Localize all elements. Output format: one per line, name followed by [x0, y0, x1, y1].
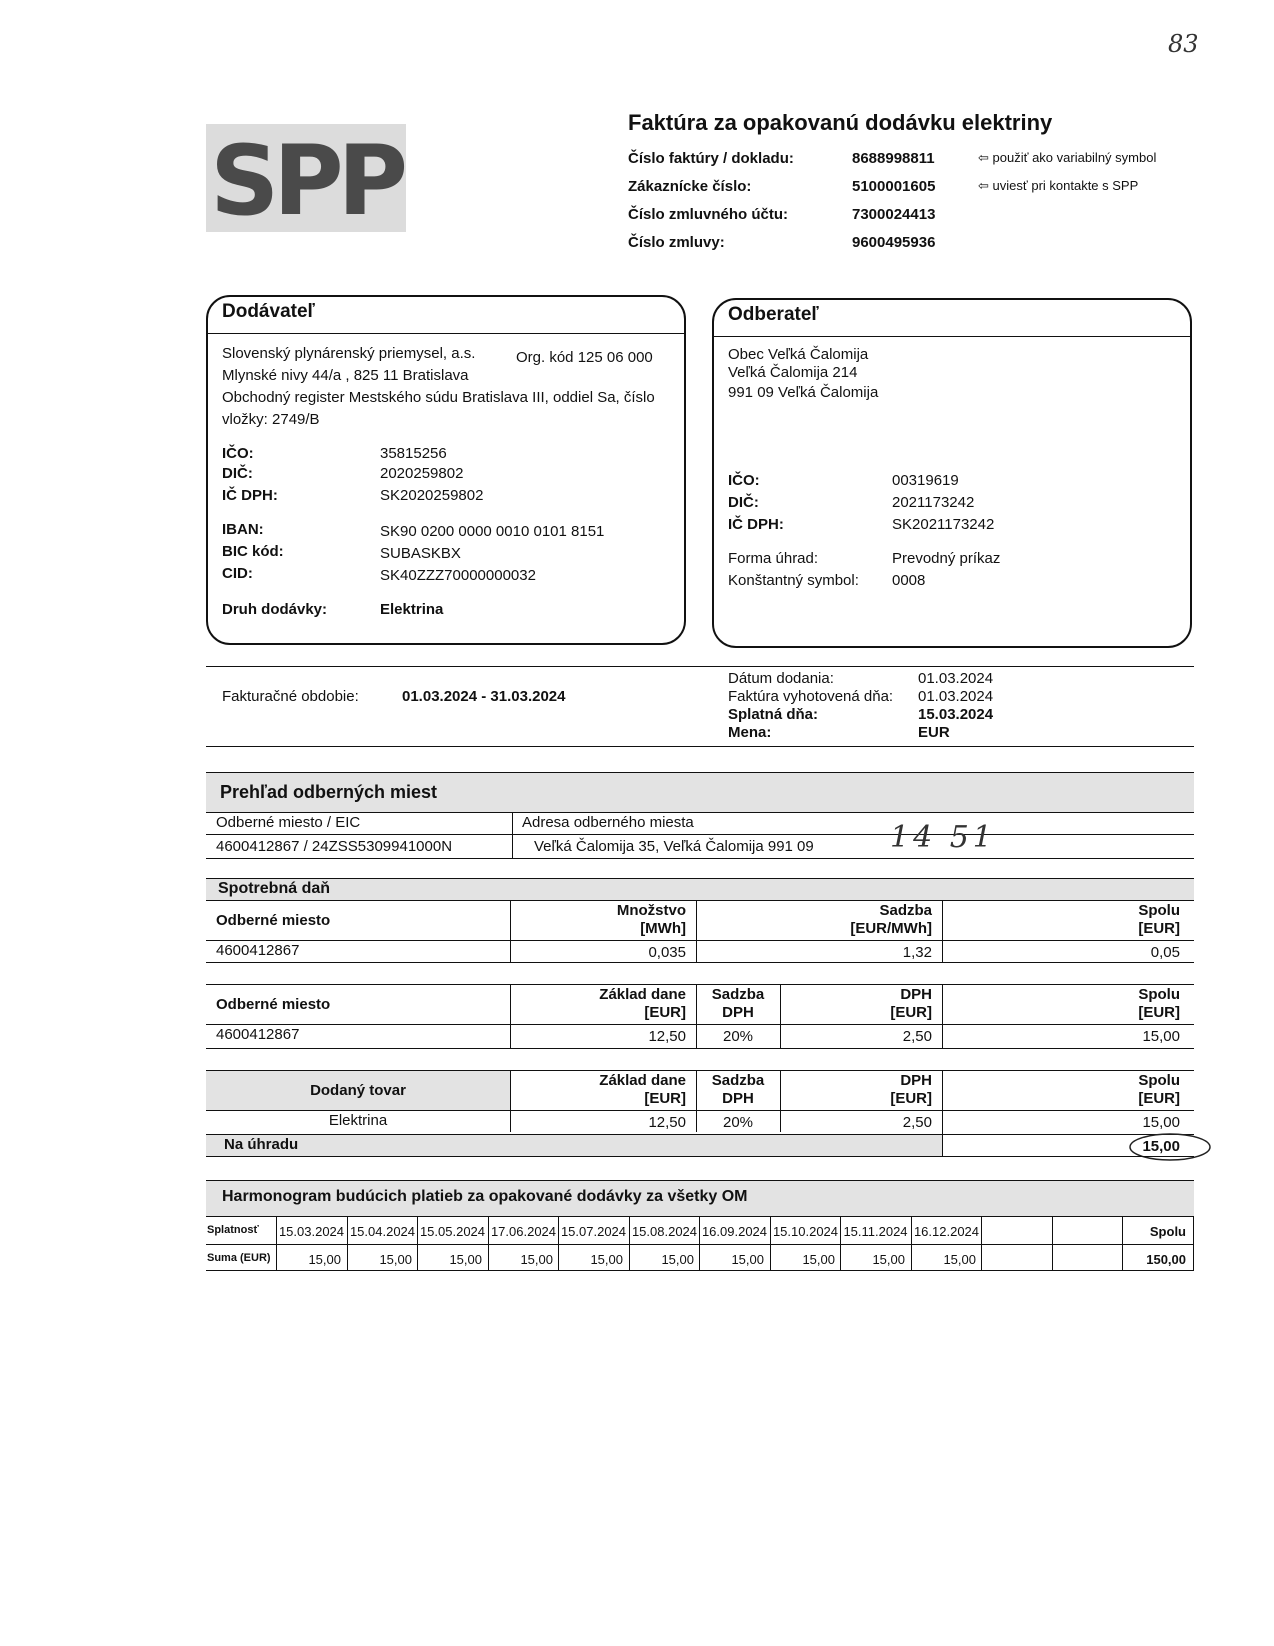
- due-label: Na úhradu: [224, 1136, 299, 1153]
- supplier-register-2: vložky: 2749/B: [222, 411, 320, 428]
- supplier-bic: SUBASKBX: [380, 545, 461, 562]
- schedule-amount: 15,00: [449, 1252, 482, 1267]
- divider: [206, 900, 1194, 901]
- goods-col-name: Dodaný tovar: [310, 1082, 406, 1099]
- goods-col-base-unit: [EUR]: [644, 1090, 686, 1107]
- header-value: 5100001605: [852, 178, 936, 195]
- schedule-date: 15.11.2024: [843, 1224, 908, 1239]
- period-label: Fakturačné obdobie:: [222, 688, 359, 705]
- druh-label: Druh dodávky:: [222, 601, 328, 618]
- ico-label: IČO:: [222, 445, 254, 462]
- divider: [206, 1244, 1194, 1245]
- divider: [206, 1156, 1194, 1157]
- ico-label: IČO:: [728, 472, 760, 489]
- goods-col-total-unit: [EUR]: [1138, 1090, 1180, 1107]
- section-band: [206, 1134, 942, 1156]
- vat-col-vat-unit: [EUR]: [890, 1004, 932, 1021]
- supplier-register: Obchodný register Mestského súdu Bratislava III, oddiel Sa, číslo: [222, 389, 655, 406]
- schedule-amount: 15,00: [943, 1252, 976, 1267]
- excise-total: 0,05: [1150, 944, 1180, 961]
- goods-col-total: Spolu: [1138, 1072, 1180, 1089]
- dic-label: DIČ:: [728, 494, 759, 511]
- schedule-date: 17.06.2024: [490, 1224, 557, 1239]
- schedule-total-label: Spolu: [1149, 1224, 1186, 1239]
- vat-col-rate-unit: DPH: [722, 1004, 754, 1021]
- places-title: Prehľad odberných miest: [220, 782, 437, 802]
- schedule-row-label: Splatnosť: [207, 1224, 259, 1236]
- excise-qty: 0,035: [648, 944, 686, 961]
- divider: [206, 1134, 1194, 1135]
- goods-col-rate-unit: DPH: [722, 1090, 754, 1107]
- section-band: [206, 878, 1194, 900]
- supplier-name: Slovenský plynárenský priemysel, a.s.: [222, 345, 476, 362]
- excise-col-qty: Množstvo: [616, 902, 686, 919]
- customer-icdph: SK2021173242: [892, 516, 995, 533]
- mena-value: EUR: [918, 724, 950, 741]
- goods-col-vat: DPH: [900, 1072, 932, 1089]
- supplier-druh: Elektrina: [380, 601, 444, 618]
- divider: [510, 1070, 511, 1132]
- excise-col-qty-unit: [MWh]: [640, 920, 686, 937]
- header-value: 7300024413: [852, 206, 936, 223]
- divider: [780, 1070, 781, 1132]
- splatna-label: Splatná dňa:: [728, 706, 819, 723]
- divider: [206, 940, 1194, 941]
- supplier-box: [206, 295, 686, 645]
- schedule-amount: 15,00: [590, 1252, 623, 1267]
- vat-col-base-unit: [EUR]: [644, 1004, 686, 1021]
- forma-label: Forma úhrad:: [728, 550, 819, 567]
- bic-label: BIC kód:: [222, 543, 284, 560]
- icdph-label: IČ DPH:: [222, 487, 278, 504]
- customer-address: Veľká Čalomija 214: [728, 364, 858, 381]
- header-note: ⇦ uviesť pri kontakte s SPP: [978, 178, 1139, 193]
- divider: [206, 1048, 1194, 1049]
- schedule-date: 15.08.2024: [631, 1224, 698, 1239]
- dodania-value: 01.03.2024: [918, 670, 994, 687]
- divider: [206, 878, 1194, 879]
- vat-place: 4600412867: [216, 1026, 300, 1043]
- due-total: 15,00: [1142, 1138, 1180, 1155]
- divider: [206, 666, 1194, 667]
- divider: [512, 812, 513, 858]
- supplier-iban: SK90 0200 0000 0010 0101 8151: [380, 523, 605, 540]
- header-note: ⇦ použiť ako variabilný symbol: [978, 150, 1157, 165]
- dic-label: DIČ:: [222, 465, 253, 482]
- iban-label: IBAN:: [222, 521, 264, 538]
- spp-logo: [206, 124, 406, 232]
- goods-name: Elektrina: [328, 1112, 388, 1129]
- vat-col-base: Základ dane: [599, 986, 686, 1003]
- header-value: 8688998811: [852, 150, 935, 167]
- excise-col-rate: Sadzba: [879, 902, 932, 919]
- vat-col-total-unit: [EUR]: [1138, 1004, 1180, 1021]
- goods-vat: 2,50: [902, 1114, 932, 1131]
- schedule-amount: 15,00: [731, 1252, 764, 1267]
- schedule-date: 15.07.2024: [560, 1224, 627, 1239]
- customer-forma: Prevodný príkaz: [892, 550, 1001, 567]
- excise-col-total: Spolu: [1138, 902, 1180, 919]
- goods-base: 12,50: [648, 1114, 686, 1131]
- divider: [942, 1070, 943, 1156]
- divider: [206, 858, 1194, 859]
- header-value: 9600495936: [852, 234, 936, 251]
- supplier-cid: SK40ZZZ70000000032: [380, 567, 536, 584]
- customer-name: Obec Veľká Čalomija: [728, 346, 869, 363]
- customer-address-2: 991 09 Veľká Čalomija: [728, 384, 879, 401]
- divider: [206, 772, 1194, 773]
- icdph-label: IČ DPH:: [728, 516, 784, 533]
- page-mark: 83: [1168, 30, 1199, 58]
- divider: [780, 984, 781, 1048]
- header-label: Číslo zmluvy:: [628, 234, 725, 251]
- schedule-date: 15.10.2024: [772, 1224, 839, 1239]
- supplier-ico: 35815256: [380, 445, 447, 462]
- svg-text:SPP: SPP: [210, 125, 402, 232]
- vat-rate: 20%: [722, 1028, 754, 1045]
- goods-total: 15,00: [1142, 1114, 1180, 1131]
- places-eic: 4600412867 / 24ZSS5309941000N: [216, 838, 453, 855]
- vat-col-rate: Sadzba: [711, 986, 765, 1003]
- excise-col-total-unit: [EUR]: [1138, 920, 1180, 937]
- divider: [206, 962, 1194, 963]
- divider: [206, 1270, 1194, 1271]
- divider: [206, 1216, 1194, 1217]
- divider: [208, 333, 684, 334]
- schedule-amount: 15,00: [379, 1252, 412, 1267]
- customer-box: [712, 298, 1192, 648]
- handwritten-circle: [1126, 1130, 1214, 1164]
- goods-col-rate: Sadzba: [711, 1072, 765, 1089]
- divider: [510, 900, 511, 962]
- splatna-value: 15.03.2024: [918, 706, 994, 723]
- period-value: 01.03.2024 - 31.03.2024: [402, 688, 566, 705]
- vat-col-total: Spolu: [1138, 986, 1180, 1003]
- schedule-date: 15.05.2024: [419, 1224, 486, 1239]
- customer-ico: 00319619: [892, 472, 959, 489]
- divider: [206, 1070, 1194, 1071]
- schedule-amount: 15,00: [802, 1252, 835, 1267]
- divider: [206, 1024, 1194, 1025]
- ks-label: Konštantný symbol:: [728, 572, 859, 589]
- supplier-title: Dodávateľ: [222, 301, 315, 322]
- schedule-amount: 15,00: [872, 1252, 905, 1267]
- supplier-icdph: SK2020259802: [380, 487, 484, 504]
- divider: [206, 1180, 1194, 1181]
- excise-place: 4600412867: [216, 942, 300, 959]
- divider: [206, 984, 1194, 985]
- vat-total: 15,00: [1142, 1028, 1180, 1045]
- divider: [206, 746, 1194, 747]
- mena-label: Mena:: [728, 724, 772, 741]
- schedule-amount: 15,00: [520, 1252, 553, 1267]
- schedule-row-label: Suma (EUR): [207, 1252, 271, 1264]
- header-label: Zákaznícke číslo:: [628, 178, 752, 195]
- excise-col-place: Odberné miesto: [216, 912, 331, 929]
- supplier-address: Mlynské nivy 44/a , 825 11 Bratislava: [222, 367, 469, 384]
- vat-col-vat: DPH: [900, 986, 932, 1003]
- divider: [696, 900, 697, 962]
- divider: [942, 900, 943, 962]
- divider: [206, 812, 1194, 813]
- excise-col-rate-unit: [EUR/MWh]: [850, 920, 932, 937]
- divider: [942, 984, 943, 1048]
- divider: [1193, 1216, 1194, 1270]
- cid-label: CID:: [222, 565, 253, 582]
- places-col-eic: Odberné miesto / EIC: [216, 814, 361, 831]
- schedule-date: 15.04.2024: [349, 1224, 416, 1239]
- excise-title: Spotrebná daň: [218, 880, 331, 897]
- divider: [714, 336, 1190, 337]
- goods-col-base: Základ dane: [599, 1072, 686, 1089]
- customer-ks: 0008: [892, 572, 926, 589]
- invoice-title: Faktúra za opakovanú dodávku elektriny: [628, 110, 1053, 135]
- vat-col-place: Odberné miesto: [216, 996, 331, 1013]
- divider: [1052, 1216, 1053, 1270]
- vat-amount: 2,50: [902, 1028, 932, 1045]
- divider: [206, 1110, 1194, 1111]
- header-label: Číslo faktúry / dokladu:: [628, 150, 794, 167]
- goods-col-vat-unit: [EUR]: [890, 1090, 932, 1107]
- schedule-total: 150,00: [1146, 1252, 1186, 1267]
- supplier-org-code: Org. kód 125 06 000: [516, 349, 653, 366]
- handwritten-note: 14 51: [890, 820, 996, 855]
- vyhotovena-label: Faktúra vyhotovená dňa:: [728, 688, 894, 705]
- supplier-dic: 2020259802: [380, 465, 464, 482]
- divider: [510, 984, 511, 1048]
- schedule-amount: 15,00: [308, 1252, 341, 1267]
- customer-title: Odberateľ: [728, 304, 819, 325]
- vat-base: 12,50: [648, 1028, 686, 1045]
- schedule-amount: 15,00: [661, 1252, 694, 1267]
- schedule-date: 16.09.2024: [701, 1224, 768, 1239]
- schedule-date: 16.12.2024: [913, 1224, 980, 1239]
- divider: [206, 834, 1194, 835]
- schedule-title: Harmonogram budúcich platieb za opakované dodávky za všetky OM: [222, 1188, 748, 1205]
- vyhotovena-value: 01.03.2024: [918, 688, 994, 705]
- schedule-date: 15.03.2024: [278, 1224, 345, 1239]
- places-address: Veľká Čalomija 35, Veľká Čalomija 991 09: [534, 838, 814, 855]
- places-col-address: Adresa odberného miesta: [522, 814, 694, 831]
- goods-rate: 20%: [722, 1114, 754, 1131]
- excise-rate: 1,32: [902, 944, 932, 961]
- header-label: Číslo zmluvného účtu:: [628, 206, 789, 223]
- customer-dic: 2021173242: [892, 494, 975, 511]
- dodania-label: Dátum dodania:: [728, 670, 834, 687]
